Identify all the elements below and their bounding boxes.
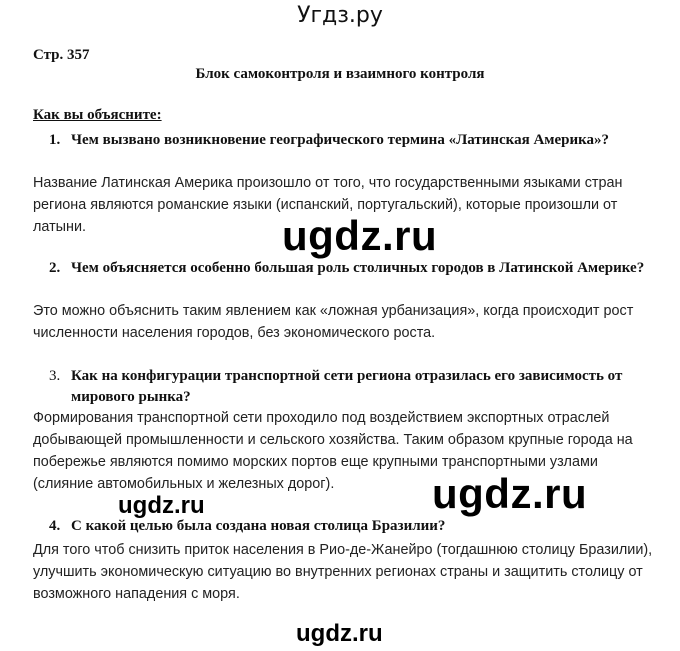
watermark: ugdz.ru [432, 470, 588, 517]
question-number: 2. [49, 260, 61, 276]
watermark: ugdz.ru [296, 620, 383, 647]
section-title: Как вы объясните: [33, 107, 162, 123]
question-1 [49, 130, 651, 151]
question-text: С какой целью была создана новая столица Бразилии? [71, 518, 446, 534]
question-number: 1. [49, 132, 61, 148]
question-number: 3. [49, 368, 61, 384]
question-3 [49, 366, 651, 408]
answer-1: Название Латинская Америка произошло от того, что государственными языками стран региона являются романские языки (испанский, португальский), которые произошли от латыни. [33, 175, 623, 235]
question-text: Чем объясняется особенно большая роль столичных городов в Латинской Америке? [71, 260, 645, 276]
question-number: 4. [49, 518, 61, 534]
watermark: ugdz.ru [282, 212, 438, 259]
question-text: Как на конфигурации транспортной сети региона отразилась его зависимость от мирового рынка? [71, 368, 623, 405]
page-number: Стр. 357 [33, 47, 90, 63]
site-title: Угдз.ру [297, 3, 383, 28]
watermark: ugdz.ru [118, 492, 205, 519]
answer-3: Формирования транспортной сети проходило под воздействием экспортных отраслей добывающей промышленности и сельского хозяйства. Таким образом крупные города на побережье являются помимо морских портов еще крупными транспортными узлами (слияние автомобильных и железных дорог). [33, 410, 633, 492]
question-2 [49, 258, 651, 279]
page-heading: Блок самоконтроля и взаимного контроля [195, 66, 485, 82]
question-text: Чем вызвано возникновение географического термина «Латинская Америка»? [71, 132, 610, 148]
answer-4: Для того чтоб снизить приток населения в Рио-де-Жанейро (тогдашнюю столицу Бразилии), улучшить экономическую ситуацию во внутренних регионах страны и защитить столицу от возможного нападения с моря. [33, 542, 653, 602]
answer-2: Это можно объяснить таким явлением как «ложная урбанизация», когда происходит рост численности населения городов, без экономического роста. [33, 303, 634, 341]
